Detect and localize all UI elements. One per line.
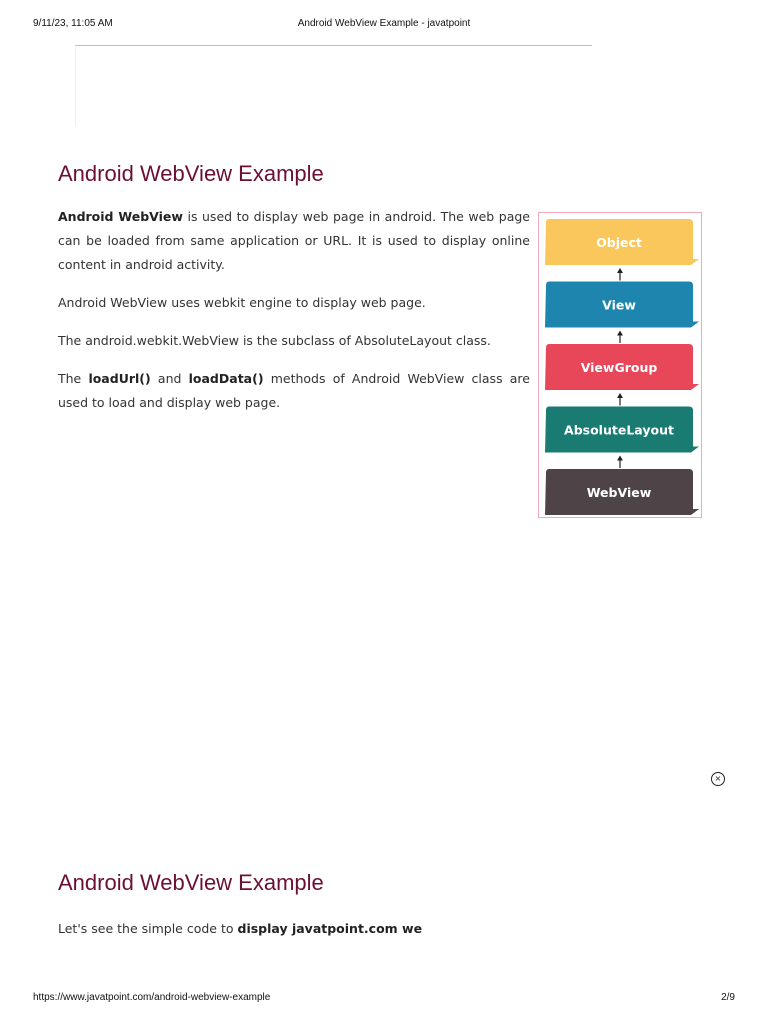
inheritance-arrow bbox=[617, 393, 623, 406]
diagram-node bbox=[545, 282, 699, 328]
inheritance-arrow bbox=[617, 456, 623, 469]
diagram-node-label: WebView bbox=[586, 485, 652, 500]
paragraph bbox=[58, 918, 658, 940]
section-heading: Android WebView Example bbox=[58, 161, 324, 186]
paragraph: Android WebView uses webkit engine to display web page. bbox=[58, 295, 426, 310]
diagram-node bbox=[545, 469, 699, 515]
bold-text: display javatpoint.com we bbox=[237, 921, 423, 936]
class-hierarchy-diagram bbox=[538, 212, 702, 518]
paragraph: The android.webkit.WebView is the subclass of AbsoluteLayout class. bbox=[58, 333, 491, 348]
hierarchy-svg bbox=[539, 213, 701, 517]
text: Let's see the simple code to bbox=[58, 921, 238, 936]
bold-text: Android WebView bbox=[58, 209, 183, 224]
print-url: https://www.javatpoint.com/android-webview-example bbox=[33, 992, 271, 1003]
close-icon[interactable]: × bbox=[711, 772, 725, 786]
paragraph bbox=[58, 367, 530, 415]
section-heading: Android WebView Example bbox=[58, 870, 324, 895]
text: methods of Android WebView class are used to load and display web page. bbox=[58, 371, 530, 410]
code-method: loadUrl() bbox=[88, 371, 151, 386]
diagram-node-label: AbsoluteLayout bbox=[564, 422, 674, 438]
print-date: 9/11/23, 11:05 AM bbox=[33, 18, 113, 29]
page-number: 2/9 bbox=[721, 992, 735, 1003]
article-body bbox=[58, 205, 530, 429]
diagram-node-label: ViewGroup bbox=[580, 360, 658, 375]
text: The bbox=[58, 371, 89, 386]
inheritance-arrow bbox=[617, 331, 623, 344]
text: and bbox=[150, 371, 189, 386]
paragraph bbox=[58, 205, 530, 277]
code-method: loadData() bbox=[188, 371, 264, 386]
diagram-node-label: View bbox=[602, 297, 636, 313]
diagram-node bbox=[545, 344, 699, 390]
print-page-title: Android WebView Example - javatpoint bbox=[297, 18, 471, 29]
inheritance-arrow bbox=[617, 268, 623, 281]
diagram-node bbox=[545, 219, 699, 265]
diagram-node-label: Object bbox=[596, 235, 642, 250]
diagram-node bbox=[545, 407, 699, 453]
ad-placeholder bbox=[75, 45, 592, 126]
text: is used to display web page in android. The web page can be loaded from same application or URL. It is used to display online content in android activity. bbox=[58, 209, 530, 272]
